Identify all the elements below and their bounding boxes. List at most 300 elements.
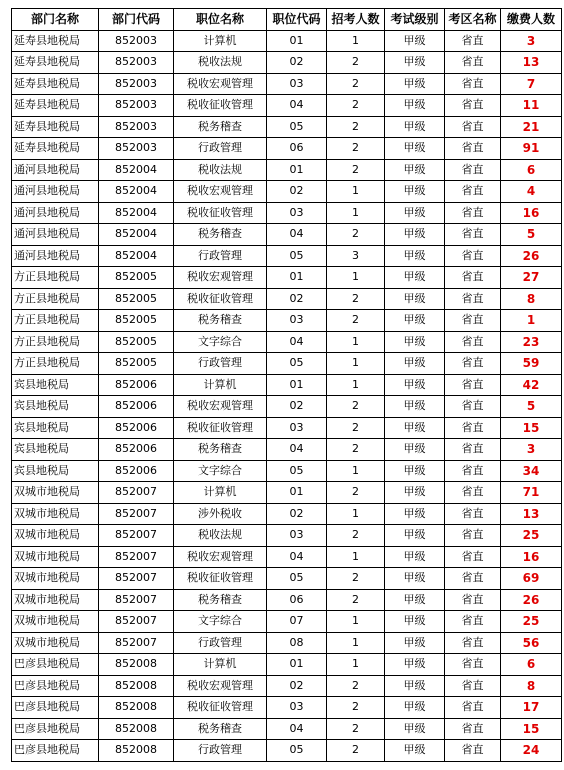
paid-count-cell: 11 — [501, 95, 562, 117]
position-name-cell: 税收宏观管理 — [174, 73, 267, 95]
exam-level-cell: 甲级 — [385, 353, 445, 375]
paid-count-cell: 6 — [501, 654, 562, 676]
position-name-cell: 税收征收管理 — [174, 417, 267, 439]
exam-area-cell: 省直 — [445, 138, 501, 160]
exam-area-cell: 省直 — [445, 396, 501, 418]
position-code-cell: 08 — [267, 632, 327, 654]
table-row — [12, 310, 562, 332]
dept-code-cell: 852006 — [99, 460, 174, 482]
dept-code-cell: 852007 — [99, 503, 174, 525]
table-row — [12, 503, 562, 525]
exam-level-cell: 甲级 — [385, 95, 445, 117]
dept-name-cell: 宾县地税局 — [12, 417, 99, 439]
dept-code-cell: 852007 — [99, 611, 174, 633]
exam-level-cell: 甲级 — [385, 138, 445, 160]
header-paid-count: 缴费人数 — [501, 9, 562, 31]
exam-level-cell: 甲级 — [385, 718, 445, 740]
exam-level-cell: 甲级 — [385, 675, 445, 697]
dept-code-cell: 852007 — [99, 482, 174, 504]
dept-name-cell: 双城市地税局 — [12, 611, 99, 633]
dept-code-cell: 852005 — [99, 310, 174, 332]
paid-count-cell: 1 — [501, 310, 562, 332]
paid-count-cell: 25 — [501, 611, 562, 633]
openings-cell: 2 — [327, 718, 385, 740]
openings-cell: 2 — [327, 396, 385, 418]
openings-cell: 2 — [327, 159, 385, 181]
paid-count-cell: 23 — [501, 331, 562, 353]
table-row — [12, 417, 562, 439]
exam-level-cell: 甲级 — [385, 202, 445, 224]
position-code-cell: 04 — [267, 718, 327, 740]
openings-cell: 2 — [327, 697, 385, 719]
table-row — [12, 159, 562, 181]
position-name-cell: 行政管理 — [174, 740, 267, 762]
position-name-cell: 税务稽查 — [174, 718, 267, 740]
paid-count-cell: 15 — [501, 718, 562, 740]
exam-level-cell: 甲级 — [385, 396, 445, 418]
position-code-cell: 03 — [267, 310, 327, 332]
exam-level-cell: 甲级 — [385, 181, 445, 203]
position-code-cell: 05 — [267, 568, 327, 590]
table-row — [12, 718, 562, 740]
dept-name-cell: 巴彦县地税局 — [12, 675, 99, 697]
position-code-cell: 01 — [267, 374, 327, 396]
header-exam-level: 考试级别 — [385, 9, 445, 31]
openings-cell: 3 — [327, 245, 385, 267]
position-name-cell: 税收宏观管理 — [174, 267, 267, 289]
exam-area-cell: 省直 — [445, 374, 501, 396]
exam-area-cell: 省直 — [445, 589, 501, 611]
table-row — [12, 116, 562, 138]
position-name-cell: 行政管理 — [174, 245, 267, 267]
position-name-cell: 文字综合 — [174, 611, 267, 633]
table-row — [12, 181, 562, 203]
openings-cell: 2 — [327, 288, 385, 310]
openings-cell: 1 — [327, 546, 385, 568]
position-code-cell: 01 — [267, 267, 327, 289]
paid-count-cell: 34 — [501, 460, 562, 482]
position-code-cell: 05 — [267, 740, 327, 762]
exam-level-cell: 甲级 — [385, 697, 445, 719]
paid-count-cell: 91 — [501, 138, 562, 160]
dept-code-cell: 852007 — [99, 546, 174, 568]
exam-area-cell: 省直 — [445, 353, 501, 375]
dept-code-cell: 852007 — [99, 568, 174, 590]
dept-code-cell: 852007 — [99, 632, 174, 654]
position-code-cell: 01 — [267, 30, 327, 52]
header-row — [12, 9, 562, 31]
dept-code-cell: 852005 — [99, 353, 174, 375]
paid-count-cell: 26 — [501, 245, 562, 267]
table-row — [12, 202, 562, 224]
dept-code-cell: 852006 — [99, 417, 174, 439]
dept-name-cell: 宾县地税局 — [12, 374, 99, 396]
dept-code-cell: 852008 — [99, 697, 174, 719]
paid-count-cell: 3 — [501, 439, 562, 461]
position-name-cell: 税务稽查 — [174, 310, 267, 332]
dept-name-cell: 方正县地税局 — [12, 288, 99, 310]
dept-code-cell: 852006 — [99, 374, 174, 396]
dept-name-cell: 通河县地税局 — [12, 159, 99, 181]
position-name-cell: 税收征收管理 — [174, 202, 267, 224]
exam-level-cell: 甲级 — [385, 482, 445, 504]
paid-count-cell: 25 — [501, 525, 562, 547]
dept-name-cell: 延寿县地税局 — [12, 30, 99, 52]
paid-count-cell: 17 — [501, 697, 562, 719]
table-row — [12, 30, 562, 52]
table-row — [12, 740, 562, 762]
dept-name-cell: 延寿县地税局 — [12, 116, 99, 138]
openings-cell: 2 — [327, 589, 385, 611]
position-code-cell: 03 — [267, 202, 327, 224]
dept-code-cell: 852008 — [99, 675, 174, 697]
position-name-cell: 计算机 — [174, 654, 267, 676]
exam-level-cell: 甲级 — [385, 460, 445, 482]
position-name-cell: 税务稽查 — [174, 116, 267, 138]
paid-count-cell: 16 — [501, 202, 562, 224]
dept-code-cell: 852008 — [99, 718, 174, 740]
header-position-name: 职位名称 — [174, 9, 267, 31]
table-row — [12, 482, 562, 504]
exam-area-cell: 省直 — [445, 482, 501, 504]
table-row — [12, 245, 562, 267]
position-name-cell: 税收征收管理 — [174, 288, 267, 310]
openings-cell: 1 — [327, 267, 385, 289]
dept-name-cell: 双城市地税局 — [12, 546, 99, 568]
table-row — [12, 568, 562, 590]
exam-area-cell: 省直 — [445, 697, 501, 719]
dept-name-cell: 方正县地税局 — [12, 353, 99, 375]
dept-code-cell: 852006 — [99, 396, 174, 418]
exam-level-cell: 甲级 — [385, 503, 445, 525]
position-code-cell: 01 — [267, 654, 327, 676]
paid-count-cell: 7 — [501, 73, 562, 95]
dept-code-cell: 852008 — [99, 740, 174, 762]
header-dept-name: 部门名称 — [12, 9, 99, 31]
dept-code-cell: 852004 — [99, 181, 174, 203]
dept-code-cell: 852003 — [99, 52, 174, 74]
position-name-cell: 行政管理 — [174, 138, 267, 160]
position-code-cell: 05 — [267, 460, 327, 482]
openings-cell: 2 — [327, 310, 385, 332]
paid-count-cell: 15 — [501, 417, 562, 439]
openings-cell: 1 — [327, 331, 385, 353]
position-code-cell: 03 — [267, 525, 327, 547]
exam-level-cell: 甲级 — [385, 525, 445, 547]
table-row — [12, 138, 562, 160]
exam-level-cell: 甲级 — [385, 116, 445, 138]
exam-area-cell: 省直 — [445, 52, 501, 74]
openings-cell: 2 — [327, 675, 385, 697]
recruitment-table — [11, 8, 562, 762]
position-name-cell: 涉外税收 — [174, 503, 267, 525]
position-code-cell: 02 — [267, 675, 327, 697]
exam-level-cell: 甲级 — [385, 740, 445, 762]
position-name-cell: 税收宏观管理 — [174, 675, 267, 697]
dept-name-cell: 延寿县地税局 — [12, 95, 99, 117]
openings-cell: 2 — [327, 116, 385, 138]
position-code-cell: 06 — [267, 138, 327, 160]
openings-cell: 1 — [327, 460, 385, 482]
openings-cell: 2 — [327, 439, 385, 461]
dept-name-cell: 双城市地税局 — [12, 503, 99, 525]
paid-count-cell: 24 — [501, 740, 562, 762]
exam-level-cell: 甲级 — [385, 417, 445, 439]
exam-area-cell: 省直 — [445, 310, 501, 332]
position-name-cell: 文字综合 — [174, 331, 267, 353]
exam-level-cell: 甲级 — [385, 568, 445, 590]
position-name-cell: 税收征收管理 — [174, 95, 267, 117]
table-row — [12, 632, 562, 654]
paid-count-cell: 5 — [501, 396, 562, 418]
dept-name-cell: 双城市地税局 — [12, 525, 99, 547]
table-row — [12, 439, 562, 461]
position-code-cell: 04 — [267, 439, 327, 461]
dept-code-cell: 852004 — [99, 224, 174, 246]
position-name-cell: 税收征收管理 — [174, 697, 267, 719]
dept-name-cell: 通河县地税局 — [12, 224, 99, 246]
position-name-cell: 税收法规 — [174, 52, 267, 74]
table-row — [12, 267, 562, 289]
paid-count-cell: 16 — [501, 546, 562, 568]
dept-code-cell: 852007 — [99, 525, 174, 547]
dept-code-cell: 852005 — [99, 267, 174, 289]
table-row — [12, 52, 562, 74]
paid-count-cell: 5 — [501, 224, 562, 246]
table-row — [12, 546, 562, 568]
dept-name-cell: 通河县地税局 — [12, 202, 99, 224]
dept-code-cell: 852005 — [99, 288, 174, 310]
exam-area-cell: 省直 — [445, 181, 501, 203]
exam-area-cell: 省直 — [445, 95, 501, 117]
openings-cell: 1 — [327, 353, 385, 375]
table-row — [12, 374, 562, 396]
dept-name-cell: 巴彦县地税局 — [12, 654, 99, 676]
openings-cell: 2 — [327, 95, 385, 117]
dept-name-cell: 双城市地税局 — [12, 589, 99, 611]
openings-cell: 1 — [327, 181, 385, 203]
exam-level-cell: 甲级 — [385, 589, 445, 611]
header-position-code: 职位代码 — [267, 9, 327, 31]
dept-name-cell: 双城市地税局 — [12, 482, 99, 504]
exam-area-cell: 省直 — [445, 439, 501, 461]
exam-level-cell: 甲级 — [385, 310, 445, 332]
position-code-cell: 04 — [267, 331, 327, 353]
paid-count-cell: 21 — [501, 116, 562, 138]
exam-area-cell: 省直 — [445, 718, 501, 740]
exam-level-cell: 甲级 — [385, 30, 445, 52]
table-row — [12, 611, 562, 633]
position-name-cell: 行政管理 — [174, 632, 267, 654]
openings-cell: 2 — [327, 568, 385, 590]
table-row — [12, 697, 562, 719]
header-exam-area: 考区名称 — [445, 9, 501, 31]
dept-name-cell: 通河县地税局 — [12, 181, 99, 203]
dept-name-cell: 双城市地税局 — [12, 632, 99, 654]
position-code-cell: 02 — [267, 288, 327, 310]
paid-count-cell: 71 — [501, 482, 562, 504]
openings-cell: 2 — [327, 417, 385, 439]
openings-cell: 1 — [327, 503, 385, 525]
paid-count-cell: 42 — [501, 374, 562, 396]
position-code-cell: 05 — [267, 116, 327, 138]
position-name-cell: 计算机 — [174, 482, 267, 504]
dept-code-cell: 852003 — [99, 116, 174, 138]
openings-cell: 1 — [327, 654, 385, 676]
position-code-cell: 05 — [267, 245, 327, 267]
dept-code-cell: 852004 — [99, 245, 174, 267]
dept-name-cell: 宾县地税局 — [12, 439, 99, 461]
results-sheet — [11, 8, 561, 762]
dept-code-cell: 852008 — [99, 654, 174, 676]
dept-code-cell: 852003 — [99, 30, 174, 52]
exam-area-cell: 省直 — [445, 417, 501, 439]
position-code-cell: 04 — [267, 224, 327, 246]
paid-count-cell: 27 — [501, 267, 562, 289]
openings-cell: 2 — [327, 740, 385, 762]
position-name-cell: 税收宏观管理 — [174, 396, 267, 418]
dept-code-cell: 852003 — [99, 73, 174, 95]
dept-code-cell: 852005 — [99, 331, 174, 353]
table-row — [12, 525, 562, 547]
dept-name-cell: 巴彦县地税局 — [12, 740, 99, 762]
dept-name-cell: 方正县地税局 — [12, 267, 99, 289]
position-code-cell: 01 — [267, 482, 327, 504]
exam-level-cell: 甲级 — [385, 245, 445, 267]
position-name-cell: 计算机 — [174, 374, 267, 396]
header-openings: 招考人数 — [327, 9, 385, 31]
table-row — [12, 95, 562, 117]
exam-area-cell: 省直 — [445, 73, 501, 95]
openings-cell: 1 — [327, 30, 385, 52]
dept-name-cell: 延寿县地税局 — [12, 138, 99, 160]
dept-name-cell: 方正县地税局 — [12, 310, 99, 332]
position-code-cell: 03 — [267, 417, 327, 439]
position-code-cell: 05 — [267, 353, 327, 375]
dept-name-cell: 宾县地税局 — [12, 460, 99, 482]
dept-name-cell: 双城市地税局 — [12, 568, 99, 590]
exam-area-cell: 省直 — [445, 654, 501, 676]
exam-area-cell: 省直 — [445, 546, 501, 568]
exam-level-cell: 甲级 — [385, 374, 445, 396]
dept-code-cell: 852004 — [99, 159, 174, 181]
position-code-cell: 02 — [267, 52, 327, 74]
dept-name-cell: 延寿县地税局 — [12, 73, 99, 95]
exam-area-cell: 省直 — [445, 288, 501, 310]
position-name-cell: 文字综合 — [174, 460, 267, 482]
table-row — [12, 73, 562, 95]
openings-cell: 2 — [327, 525, 385, 547]
exam-area-cell: 省直 — [445, 159, 501, 181]
position-code-cell: 02 — [267, 503, 327, 525]
dept-code-cell: 852006 — [99, 439, 174, 461]
openings-cell: 1 — [327, 202, 385, 224]
table-row — [12, 675, 562, 697]
openings-cell: 1 — [327, 632, 385, 654]
paid-count-cell: 8 — [501, 288, 562, 310]
dept-code-cell: 852003 — [99, 138, 174, 160]
exam-level-cell: 甲级 — [385, 52, 445, 74]
paid-count-cell: 3 — [501, 30, 562, 52]
table-row — [12, 331, 562, 353]
position-name-cell: 税务稽查 — [174, 589, 267, 611]
exam-level-cell: 甲级 — [385, 611, 445, 633]
exam-level-cell: 甲级 — [385, 267, 445, 289]
header-dept-code: 部门代码 — [99, 9, 174, 31]
paid-count-cell: 13 — [501, 503, 562, 525]
openings-cell: 1 — [327, 374, 385, 396]
position-code-cell: 06 — [267, 589, 327, 611]
table-row — [12, 589, 562, 611]
dept-code-cell: 852007 — [99, 589, 174, 611]
dept-name-cell: 巴彦县地税局 — [12, 718, 99, 740]
exam-area-cell: 省直 — [445, 503, 501, 525]
dept-name-cell: 通河县地税局 — [12, 245, 99, 267]
exam-level-cell: 甲级 — [385, 546, 445, 568]
exam-area-cell: 省直 — [445, 116, 501, 138]
exam-level-cell: 甲级 — [385, 331, 445, 353]
openings-cell: 1 — [327, 611, 385, 633]
position-name-cell: 税收宏观管理 — [174, 181, 267, 203]
exam-area-cell: 省直 — [445, 267, 501, 289]
paid-count-cell: 8 — [501, 675, 562, 697]
exam-area-cell: 省直 — [445, 331, 501, 353]
exam-area-cell: 省直 — [445, 245, 501, 267]
exam-area-cell: 省直 — [445, 525, 501, 547]
openings-cell: 2 — [327, 224, 385, 246]
exam-area-cell: 省直 — [445, 202, 501, 224]
dept-name-cell: 方正县地税局 — [12, 331, 99, 353]
openings-cell: 2 — [327, 52, 385, 74]
position-name-cell: 税务稽查 — [174, 439, 267, 461]
table-row — [12, 396, 562, 418]
position-code-cell: 01 — [267, 159, 327, 181]
exam-area-cell: 省直 — [445, 675, 501, 697]
table-row — [12, 353, 562, 375]
exam-level-cell: 甲级 — [385, 632, 445, 654]
openings-cell: 2 — [327, 482, 385, 504]
paid-count-cell: 4 — [501, 181, 562, 203]
exam-level-cell: 甲级 — [385, 439, 445, 461]
table-row — [12, 288, 562, 310]
position-name-cell: 税收宏观管理 — [174, 546, 267, 568]
exam-area-cell: 省直 — [445, 460, 501, 482]
position-name-cell: 税收法规 — [174, 525, 267, 547]
dept-code-cell: 852004 — [99, 202, 174, 224]
position-code-cell: 03 — [267, 73, 327, 95]
paid-count-cell: 56 — [501, 632, 562, 654]
paid-count-cell: 26 — [501, 589, 562, 611]
exam-area-cell: 省直 — [445, 740, 501, 762]
dept-name-cell: 延寿县地税局 — [12, 52, 99, 74]
position-code-cell: 03 — [267, 697, 327, 719]
exam-level-cell: 甲级 — [385, 654, 445, 676]
position-code-cell: 04 — [267, 546, 327, 568]
exam-area-cell: 省直 — [445, 611, 501, 633]
exam-area-cell: 省直 — [445, 568, 501, 590]
openings-cell: 2 — [327, 73, 385, 95]
position-code-cell: 02 — [267, 181, 327, 203]
paid-count-cell: 69 — [501, 568, 562, 590]
position-code-cell: 07 — [267, 611, 327, 633]
table-row — [12, 654, 562, 676]
paid-count-cell: 6 — [501, 159, 562, 181]
dept-code-cell: 852003 — [99, 95, 174, 117]
position-name-cell: 税收征收管理 — [174, 568, 267, 590]
position-name-cell: 税务稽查 — [174, 224, 267, 246]
position-code-cell: 02 — [267, 396, 327, 418]
position-name-cell: 计算机 — [174, 30, 267, 52]
